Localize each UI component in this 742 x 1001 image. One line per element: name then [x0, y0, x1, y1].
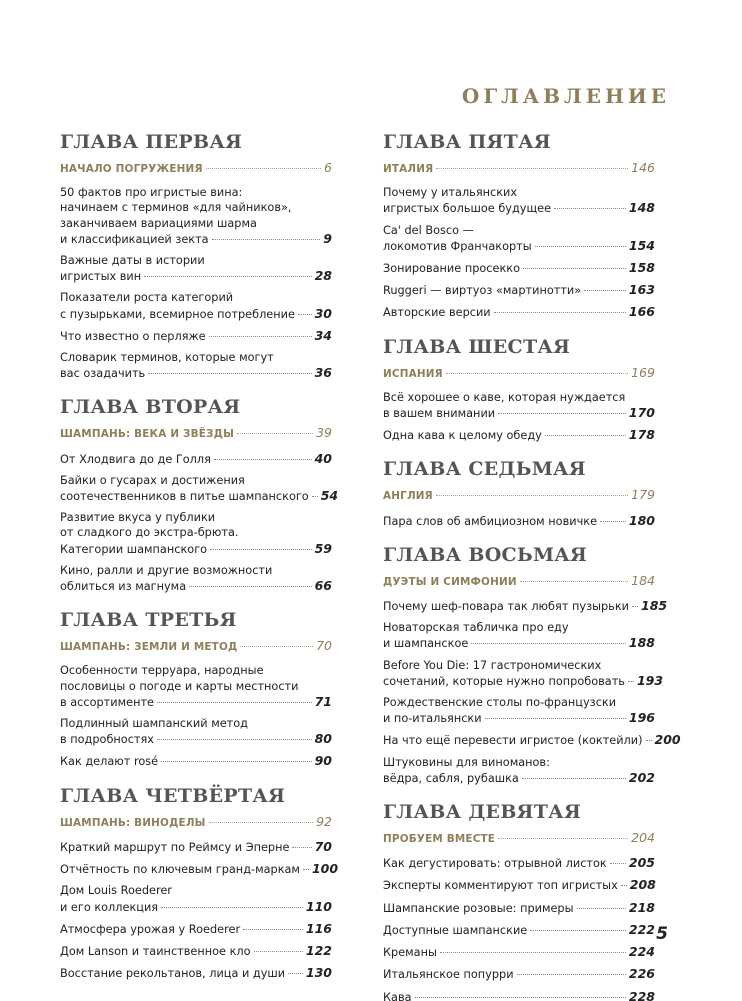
entry-page: 154 — [628, 237, 655, 253]
entry-page: 166 — [628, 304, 655, 320]
entry-line: Креманы — [383, 946, 437, 960]
toc-entry — [60, 663, 332, 710]
entry-page: 228 — [628, 988, 655, 1001]
entry-page: 193 — [636, 672, 664, 688]
dot-leader — [254, 951, 303, 952]
entry-line: Итальянское попурри — [383, 968, 514, 982]
entry-line: Ruggeri — виртуоз «мартинотти» — [383, 284, 582, 298]
entry-line: 50 фактов про игристые вина: — [60, 186, 243, 200]
entry-page: 34 — [314, 327, 332, 343]
page-heading: ОГЛАВЛЕНИЕ — [461, 84, 670, 108]
entry-line: На что ещё перевести игристое (коктейли) — [383, 734, 643, 748]
entry-last-line — [60, 861, 339, 877]
chapter — [60, 608, 332, 769]
entry-line: Шампанские розовые: примеры — [383, 901, 574, 915]
entry-page: 100 — [311, 861, 339, 877]
entry-line: Зонирование просекко — [383, 262, 521, 276]
chapter — [383, 543, 681, 786]
entry-page: 148 — [628, 200, 655, 216]
entry-last-line — [383, 260, 655, 276]
entry-last-line — [383, 855, 655, 871]
toc-column-left — [60, 130, 339, 995]
dot-leader — [210, 549, 312, 550]
toc-entry — [383, 390, 655, 421]
toc-entry — [383, 922, 655, 938]
entry-line: Дом Lanson и таинственное кло — [60, 944, 251, 958]
dot-leader — [144, 276, 311, 277]
dot-leader — [628, 681, 634, 682]
dot-leader — [577, 908, 626, 909]
entry-lines — [60, 253, 332, 268]
entry-lines — [60, 473, 332, 488]
toc-entry — [383, 966, 655, 982]
entry-line: вёдра, сабля, рубашка — [383, 771, 519, 785]
entry-line: Байки о гусарах и достижения — [60, 473, 245, 487]
entry-page: 163 — [628, 282, 655, 298]
chapter-title: ГЛАВА ТРЕТЬЯ — [60, 609, 237, 632]
dot-leader — [292, 847, 311, 848]
entry-lines — [383, 620, 655, 635]
dot-leader — [214, 459, 312, 460]
entry-line: Почему у итальянских — [383, 186, 518, 200]
page-number: 5 — [656, 924, 668, 944]
entry-last-line — [383, 304, 655, 320]
entry-line: Развитие вкуса у публики — [60, 511, 216, 525]
entry-line: облиться из магнума — [60, 580, 187, 594]
entry-lines — [60, 883, 332, 898]
dot-leader — [523, 268, 626, 269]
dot-leader — [303, 869, 309, 870]
dot-leader — [554, 208, 626, 209]
toc-entry — [383, 513, 655, 529]
toc-entry — [60, 563, 332, 594]
entry-last-line — [383, 405, 655, 421]
entry-line: Особенности терруара, народные — [60, 664, 264, 678]
entry-last-line — [383, 770, 655, 786]
entry-line: Подлинный шампанский метод — [60, 717, 248, 731]
section-page: 6 — [324, 160, 332, 175]
entry-page: 90 — [314, 753, 332, 769]
entry-line: Дом Louis Roederer — [60, 884, 172, 898]
chapter — [60, 130, 332, 381]
entry-last-line — [60, 899, 332, 915]
entry-last-line — [60, 306, 332, 322]
toc-entry — [383, 989, 655, 1001]
entry-last-line — [60, 268, 332, 284]
entry-line: Штуковины для виноманов: — [383, 755, 550, 769]
chapter-title: ГЛАВА СЕДЬМАЯ — [383, 458, 586, 481]
chapter — [60, 395, 339, 594]
entry-page: 54 — [320, 488, 339, 504]
toc-entry — [60, 451, 332, 467]
entry-lines — [60, 185, 332, 231]
chapter — [383, 800, 655, 1001]
section-title: НАЧАЛО ПОГРУЖЕНИЯ — [60, 163, 203, 175]
toc-entry — [60, 185, 332, 247]
toc-entry — [60, 883, 332, 914]
dot-leader — [237, 433, 313, 434]
dot-leader — [209, 336, 312, 337]
dot-leader — [485, 718, 626, 719]
entry-line: Before You Die: 17 гастрономических — [383, 658, 602, 672]
entry-last-line — [60, 541, 332, 557]
dot-leader — [600, 521, 626, 522]
section-entry — [60, 160, 332, 177]
dot-leader — [288, 973, 303, 974]
section-entry — [383, 830, 655, 847]
entry-line: Новаторская табличка про еду — [383, 621, 569, 635]
dot-leader — [610, 863, 626, 864]
entry-line: Пара слов об амбициозном новичке — [383, 514, 598, 528]
entry-lines — [60, 563, 332, 578]
entry-last-line — [383, 922, 655, 938]
entry-page: 30 — [314, 305, 332, 321]
entry-line: Кино, ралли и другие возможности — [60, 563, 273, 577]
entry-lines — [383, 755, 655, 770]
dot-leader — [517, 974, 626, 975]
entry-line: Краткий маршрут по Реймсу и Эперне — [60, 840, 290, 854]
section-page: 184 — [631, 572, 655, 588]
entry-last-line — [383, 427, 655, 443]
entry-page: 40 — [314, 450, 332, 466]
entry-page: 28 — [314, 268, 332, 284]
entry-page: 9 — [323, 230, 332, 246]
entry-lines — [383, 223, 655, 238]
dot-leader — [436, 495, 628, 496]
toc-entry — [60, 861, 339, 877]
chapter — [383, 130, 655, 321]
section-title: ПРОБУЕМ ВМЕСТЕ — [383, 833, 496, 846]
entry-last-line — [60, 365, 332, 381]
section-title: ШАМПАНЬ: ВЕКА И ЗВЁЗДЫ — [60, 428, 235, 441]
entry-line: игристых большое будущее — [383, 202, 552, 216]
dot-leader — [522, 778, 626, 779]
section-title: АНГЛИЯ — [383, 490, 433, 503]
entry-line: Эксперты комментируют топ игристых — [383, 879, 618, 893]
toc-entry — [60, 473, 339, 504]
entry-page: 36 — [314, 365, 332, 381]
dot-leader — [415, 997, 626, 998]
dot-leader — [621, 885, 627, 886]
entry-line: игристых вин — [60, 270, 142, 284]
section-page: 204 — [631, 830, 655, 846]
dot-leader — [440, 952, 626, 953]
entry-last-line — [383, 282, 655, 298]
entry-line: Атмосфера урожая у Roederer — [60, 922, 241, 936]
entry-line: Ca' del Bosco — — [383, 223, 474, 237]
entry-last-line — [60, 965, 332, 981]
entry-lines — [383, 185, 655, 200]
entry-last-line — [60, 839, 332, 855]
toc-entry — [60, 716, 332, 747]
toc-entry — [383, 598, 668, 614]
chapter-title: ГЛАВА ШЕСТАЯ — [383, 335, 571, 358]
entry-lines — [60, 716, 332, 731]
entry-page: 122 — [305, 942, 332, 958]
entry-line: Доступные шампанские — [383, 923, 528, 937]
dot-leader — [161, 761, 312, 762]
toc-entry — [60, 839, 332, 855]
dot-leader — [209, 822, 313, 823]
entry-last-line — [60, 488, 339, 504]
toc-entry — [60, 921, 332, 937]
entry-page: 66 — [314, 578, 332, 594]
section-title: ДУЭТЫ И СИМФОНИИ — [383, 575, 517, 588]
toc-entry — [383, 877, 655, 893]
entry-lines — [383, 390, 655, 405]
dot-leader — [157, 739, 312, 740]
entry-page: 222 — [628, 921, 655, 937]
entry-last-line — [383, 710, 655, 726]
toc-entry — [383, 695, 655, 726]
entry-last-line — [383, 877, 655, 893]
entry-lines — [60, 290, 332, 305]
toc-entry — [383, 260, 655, 276]
entry-page: 178 — [628, 427, 655, 443]
toc-entry — [60, 328, 332, 344]
entry-page: 116 — [305, 920, 332, 936]
entry-page: 188 — [628, 635, 655, 651]
dot-leader — [632, 606, 638, 607]
dot-leader — [471, 643, 626, 644]
entry-last-line — [383, 944, 655, 960]
entry-last-line — [383, 989, 655, 1001]
entry-last-line — [383, 900, 655, 916]
section-page: 92 — [316, 813, 332, 829]
entry-page: 80 — [314, 731, 332, 747]
entry-page: 158 — [628, 260, 655, 276]
toc-entry — [60, 290, 332, 321]
entry-last-line — [60, 231, 332, 247]
dot-leader — [240, 646, 313, 647]
entry-line: и по-итальянски — [383, 712, 482, 726]
entry-line: Отчётность по ключевым гранд-маркам — [60, 863, 300, 877]
section-page: 179 — [631, 487, 655, 503]
entry-line: в подробностях — [60, 733, 154, 747]
section-page: 146 — [631, 160, 655, 175]
entry-lines — [383, 695, 655, 710]
entry-line: Восстание рекольтанов, лица и души — [60, 967, 286, 981]
dot-leader — [530, 930, 626, 931]
toc-entry — [60, 510, 332, 557]
entry-line: в вашем внимании — [383, 407, 496, 421]
section-entry — [60, 814, 332, 831]
entry-page: 200 — [654, 732, 681, 748]
toc-entry — [383, 282, 655, 298]
entry-line: и его коллекция — [60, 900, 159, 914]
toc-entry — [383, 427, 655, 443]
entry-last-line — [383, 513, 655, 529]
chapter — [383, 457, 655, 528]
entry-page: 205 — [628, 855, 655, 871]
entry-line: сочетаний, которые нужно попробовать — [383, 674, 625, 688]
entry-line: и шампанское — [383, 637, 469, 651]
entry-last-line — [60, 753, 332, 769]
chapter-title: ГЛАВА ВТОРАЯ — [60, 396, 241, 419]
entry-line: От Хлодвига до де Голля — [60, 452, 211, 466]
toc-entry — [383, 900, 655, 916]
entry-lines — [60, 350, 332, 365]
entry-line: Что известно о перляже — [60, 329, 206, 343]
dot-leader — [446, 373, 628, 374]
dot-leader — [206, 168, 321, 169]
entry-last-line — [383, 732, 681, 748]
entry-last-line — [383, 672, 664, 689]
toc-entry — [383, 944, 655, 960]
chapter-title: ГЛАВА ЧЕТВЁРТАЯ — [60, 784, 286, 807]
entry-page: 224 — [628, 944, 655, 960]
entry-line: Категории шампанского — [60, 542, 208, 556]
entry-last-line — [383, 238, 655, 254]
entry-line: в ассортименте — [60, 695, 154, 709]
entry-page: 208 — [629, 877, 656, 893]
entry-last-line — [60, 578, 332, 594]
toc-column-right — [383, 130, 681, 1001]
toc-entry — [383, 658, 664, 689]
chapter-title: ГЛАВА ВОСЬМАЯ — [383, 543, 588, 566]
chapter-title: ГЛАВА ПЯТАЯ — [383, 131, 551, 153]
entry-line: пословицы о погоде и карты местности — [60, 679, 299, 693]
entry-last-line — [60, 694, 332, 710]
entry-page: 110 — [305, 898, 332, 914]
entry-last-line — [60, 943, 332, 959]
section-title: ШАМПАНЬ: ЗЕМЛИ И МЕТОД — [60, 641, 238, 654]
dot-leader — [161, 907, 303, 908]
section-entry — [383, 365, 655, 382]
entry-line: Показатели роста категорий — [60, 291, 234, 305]
entry-line: Как делают rosé — [60, 755, 159, 769]
entry-line: заканчиваем вариациями шарма — [60, 216, 257, 230]
toc-entry — [60, 965, 332, 981]
entry-line: локомотив Франчакорты — [383, 239, 532, 253]
section-entry — [383, 160, 655, 177]
entry-lines — [60, 510, 332, 540]
entry-line: от сладкого до экстра-брюта. — [60, 526, 239, 540]
entry-line: начинаем с терминов «для чайников», — [60, 201, 292, 215]
entry-page: 130 — [305, 965, 332, 981]
entry-page: 202 — [628, 769, 655, 785]
dot-leader — [498, 838, 628, 839]
chapter — [60, 784, 339, 982]
entry-page: 196 — [628, 710, 655, 726]
entry-page: 226 — [628, 966, 655, 982]
entry-last-line — [383, 966, 655, 982]
entry-last-line — [383, 200, 655, 216]
entry-page: 218 — [628, 899, 655, 915]
entry-page: 170 — [628, 405, 655, 421]
dot-leader — [243, 929, 303, 930]
chapter-title: ГЛАВА ПЕРВАЯ — [60, 131, 243, 153]
entry-last-line — [60, 328, 332, 344]
entry-line: соотечественников в питье шампанского — [60, 490, 309, 504]
dot-leader — [298, 314, 312, 315]
dot-leader — [157, 702, 312, 703]
toc-entry — [383, 223, 655, 254]
entry-last-line — [60, 451, 332, 467]
entry-line: Авторские версии — [383, 306, 491, 320]
dot-leader — [535, 246, 626, 247]
entry-line: и классификацией зекта — [60, 232, 209, 246]
toc-entry — [383, 304, 655, 320]
entry-last-line — [60, 731, 332, 747]
entry-line: Почему шеф-повара так любят пузырьки — [383, 600, 629, 614]
dot-leader — [436, 168, 628, 169]
section-page: 39 — [316, 425, 332, 441]
dot-leader — [148, 373, 311, 374]
section-entry — [60, 425, 332, 442]
entry-line: с пузырьками, всемирное потребление — [60, 307, 295, 321]
entry-page: 180 — [628, 512, 655, 528]
toc-entry — [383, 620, 655, 651]
entry-last-line — [383, 598, 668, 614]
entry-page: 71 — [314, 693, 332, 709]
toc-entry — [383, 185, 655, 216]
entry-page: 185 — [641, 598, 668, 614]
chapter — [383, 335, 655, 444]
toc-entry — [60, 753, 332, 769]
dot-leader — [545, 435, 626, 436]
section-entry — [383, 573, 655, 590]
section-title: ШАМПАНЬ: ВИНОДЕЛЫ — [60, 816, 206, 829]
entry-line: Всё хорошее о каве, которая нуждается — [383, 390, 626, 404]
chapter-title: ГЛАВА ДЕВЯТАЯ — [383, 801, 582, 824]
section-page: 169 — [631, 364, 655, 380]
entry-line: вас озадачить — [60, 367, 146, 381]
dot-leader — [312, 496, 318, 497]
section-entry — [383, 487, 655, 504]
toc-entry — [60, 350, 332, 381]
dot-leader — [520, 581, 628, 582]
dot-leader — [212, 239, 321, 240]
entry-lines — [383, 658, 655, 673]
section-title: ИТАЛИЯ — [383, 163, 434, 175]
entry-line: Рождественские столы по-французски — [383, 696, 617, 710]
section-title: ИСПАНИЯ — [383, 367, 443, 380]
toc-entry — [383, 855, 655, 871]
section-page: 70 — [316, 638, 332, 654]
entry-last-line — [383, 635, 655, 651]
toc-entry — [383, 732, 681, 748]
entry-line: Одна кава к целому обеду — [383, 429, 542, 443]
entry-line: Кава — [383, 990, 412, 1001]
dot-leader — [584, 290, 626, 291]
toc-entry — [60, 943, 332, 959]
dot-leader — [646, 740, 652, 741]
entry-line: Как дегустировать: отрывной листок — [383, 857, 607, 871]
section-entry — [60, 638, 332, 655]
dot-leader — [494, 312, 626, 313]
entry-page: 59 — [314, 540, 332, 556]
entry-page: 70 — [314, 838, 332, 854]
toc-entry — [60, 253, 332, 284]
dot-leader — [498, 413, 626, 414]
dot-leader — [189, 586, 311, 587]
entry-lines — [60, 663, 332, 693]
toc-entry — [383, 755, 655, 786]
entry-line: Словарик терминов, которые могут — [60, 351, 274, 365]
entry-last-line — [60, 921, 332, 937]
entry-line: Важные даты в истории — [60, 254, 205, 268]
